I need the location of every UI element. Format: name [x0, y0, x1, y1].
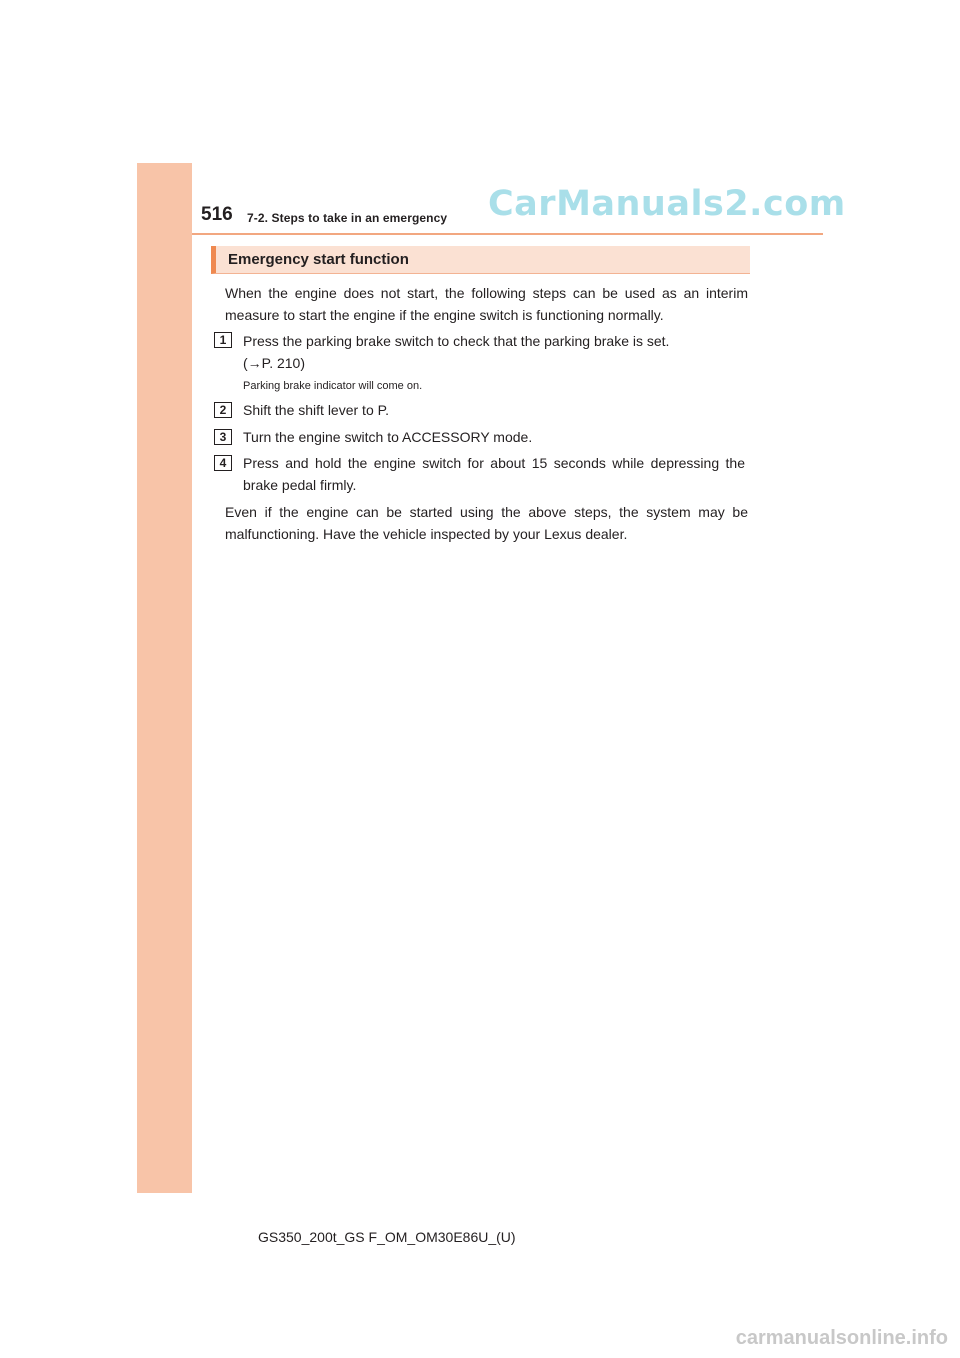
step-text: Press and hold the engine switch for about 15 seconds while depressing the brake pedal firmly. [243, 455, 745, 493]
step-note: Parking brake indicator will come on. [243, 380, 423, 392]
step-number-badge: 2 [214, 402, 232, 418]
page-number: 516 [201, 204, 233, 225]
document-code: GS350_200t_GS F_OM_OM30E86U_(U) [258, 1229, 516, 1245]
step-text: Shift the shift lever to P. [243, 402, 390, 418]
site-watermark: carmanualsonline.info [735, 1327, 948, 1349]
closing-paragraph: Even if the engine can be started using the above steps, the system may be malfunctioning. Have the vehicle inspected by your Lexus dealer. [225, 504, 748, 542]
section-header [211, 246, 750, 274]
step-number-badge: 4 [214, 455, 232, 471]
step-number-badge: 3 [214, 429, 232, 445]
intro-paragraph: When the engine does not start, the following steps can be used as an interim measure to start the engine if the engine switch is functioning normally. [225, 285, 748, 323]
header-watermark: CarManuals2.com [488, 184, 846, 224]
chapter-title: 7-2. Steps to take in an emergency [247, 211, 448, 225]
section-title: Emergency start function [228, 251, 409, 268]
page-reference-link[interactable]: (→P. 210) [243, 355, 305, 371]
step-number-badge: 1 [214, 332, 232, 348]
step-text: Turn the engine switch to ACCESSORY mode. [243, 429, 533, 445]
chapter-side-band [137, 163, 192, 1193]
step-text: Press the parking brake switch to check that the parking brake is set. [243, 333, 670, 349]
header-rule [192, 233, 823, 235]
